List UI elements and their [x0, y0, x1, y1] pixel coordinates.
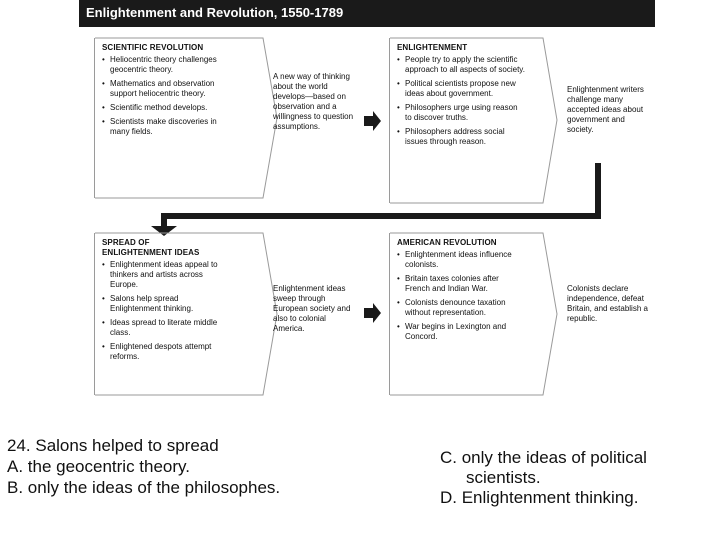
question-text: 24. Salons helped to spread: [7, 436, 219, 455]
side-note-enlightenment: Enlightenment writers challenge many accepted ideas about government and society.: [567, 85, 644, 134]
bullet-list: [397, 250, 517, 342]
bullet-item: • Heliocentric theory challenges geocentric theory.: [102, 55, 227, 75]
panel-american-revolution: [389, 233, 558, 395]
side-note-american: Colonists declare independence, defeat Britain, and establish a republic.: [567, 284, 648, 323]
flowchart-figure: [79, 0, 655, 404]
panel-enlightenment: [389, 38, 558, 203]
bullet-item: • Enlightened despots attempt reforms.: [102, 342, 227, 362]
bullet-list: [102, 55, 227, 137]
bullet-item: • Philosophers address social issues through reason.: [397, 127, 525, 147]
figure-title: Enlightenment and Revolution, 1550-1789: [86, 5, 344, 20]
option-c-continued: scientists.: [466, 468, 541, 487]
bullet-item: • Political scientists propose new ideas about government.: [397, 79, 525, 99]
panel-heading: AMERICAN REVOLUTION: [397, 238, 497, 247]
bullet-item: • Salons help spread Enlightenment thinking.: [102, 294, 227, 314]
right-arrow-icon: [364, 303, 381, 323]
option-c: C. only the ideas of political: [440, 448, 647, 467]
bullet-item: • Mathematics and observation support heliocentric theory.: [102, 79, 227, 99]
panel-heading: ENLIGHTENMENT: [397, 43, 468, 52]
panel-spread-of-ideas: [94, 233, 278, 395]
bullet-item: • People try to apply the scientific approach to all aspects of society.: [397, 55, 525, 75]
bullet-item: • War begins in Lexington and Concord.: [397, 322, 517, 342]
panel-heading: SPREAD OF ENLIGHTENMENT IDEAS: [102, 238, 200, 257]
bullet-item: • Enlightenment ideas appeal to thinkers and artists across Europe.: [102, 260, 227, 290]
option-a: A. the geocentric theory.: [7, 457, 191, 476]
panel-heading: SCIENTIFIC REVOLUTION: [102, 43, 204, 52]
bullet-item: • Scientists make discoveries in many fields.: [102, 117, 227, 137]
question-block: [7, 435, 280, 498]
answer-options-right: [440, 448, 647, 508]
bullet-list: [397, 55, 525, 147]
right-arrow-icon: [364, 111, 381, 131]
side-note-scientific: A new way of thinking about the world develops—based on observation and a willingness to question assumptions.: [273, 72, 354, 131]
bullet-item: • Enlightenment ideas influence colonists.: [397, 250, 517, 270]
option-d: D. Enlightenment thinking.: [440, 488, 639, 507]
bullet-item: • Scientific method develops.: [102, 103, 227, 113]
bullet-item: • Britain taxes colonies after French and Indian War.: [397, 274, 517, 294]
option-b: B. only the ideas of the philosophes.: [7, 478, 281, 497]
bullet-list: [102, 260, 227, 362]
side-note-spread: Enlightenment ideas sweep through European society and also to colonial America.: [273, 284, 351, 333]
bullet-item: • Philosophers urge using reason to discover truths.: [397, 103, 525, 123]
panel-scientific-revolution: [94, 38, 278, 198]
bullet-item: • Colonists denounce taxation without representation.: [397, 298, 517, 318]
bullet-item: • Ideas spread to literate middle class.: [102, 318, 227, 338]
